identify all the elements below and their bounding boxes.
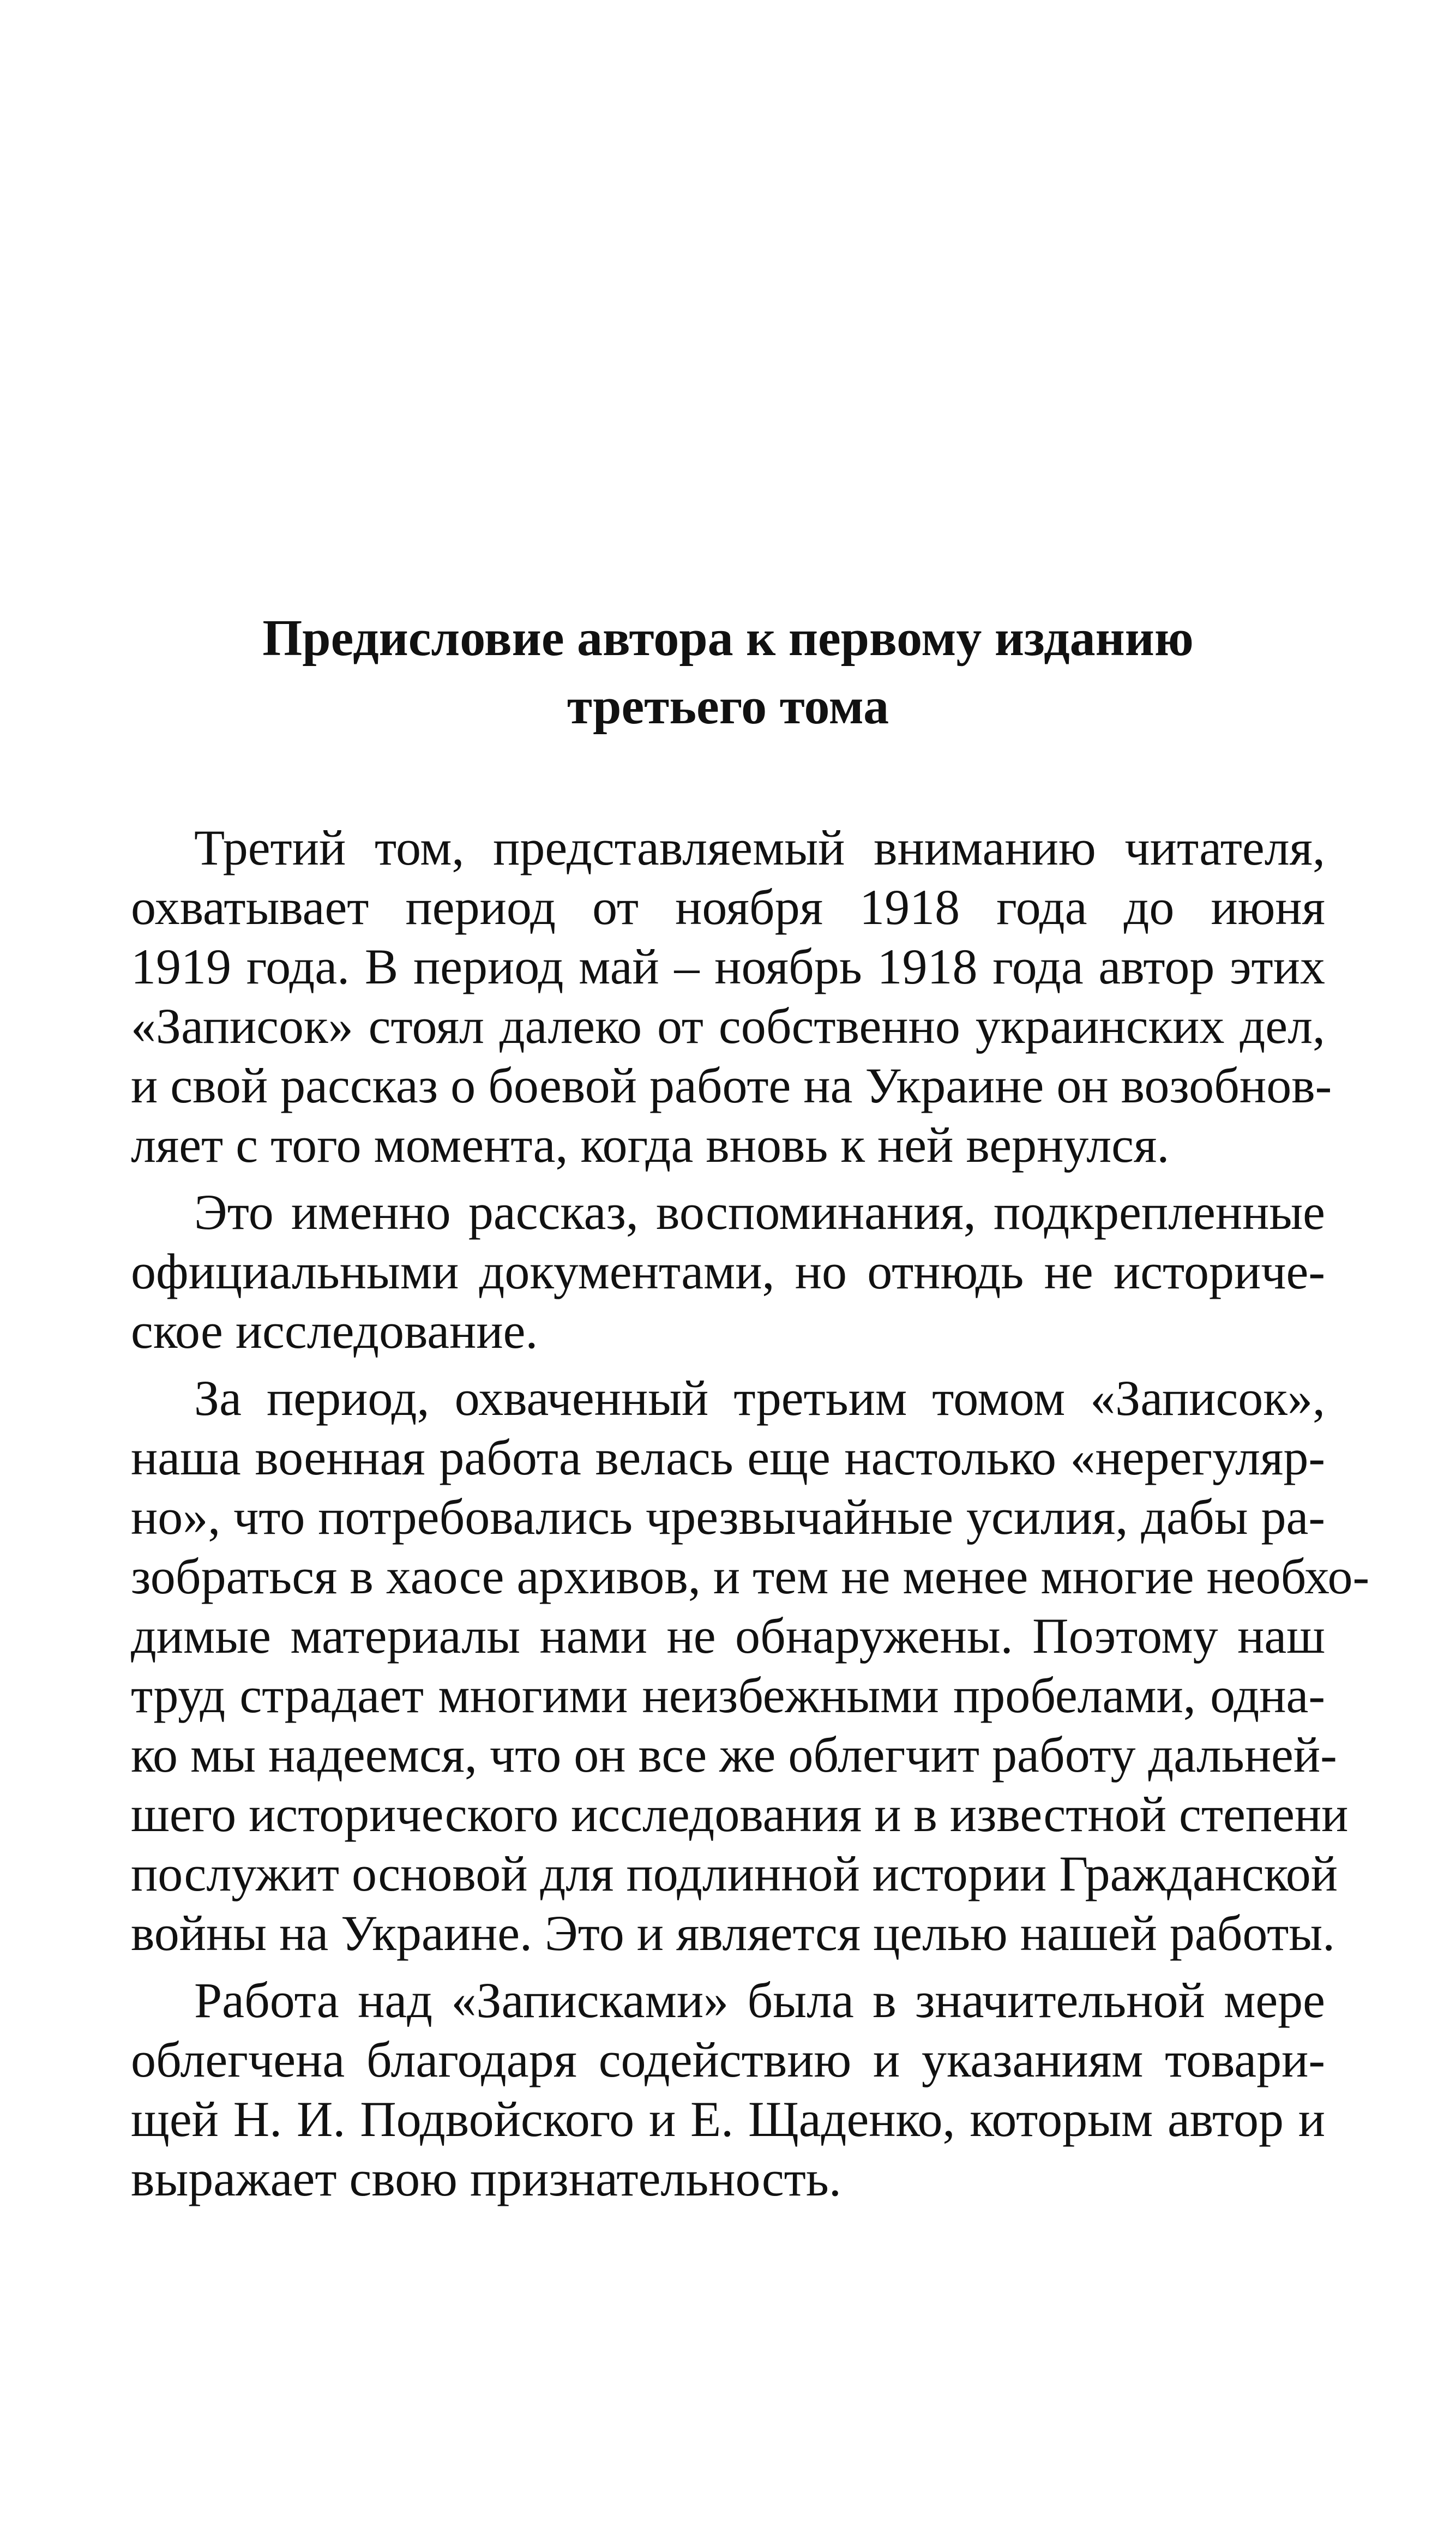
title-line-2: третьего тома <box>567 678 889 735</box>
text-line: наша военная работа велась еще настолько «нерегуляр- <box>131 1430 1325 1485</box>
text-line: зобраться в хаосе архивов, и тем не менее многие необхо- <box>131 1549 1370 1604</box>
title-line-1: Предисловие автора к первому изданию <box>262 610 1194 667</box>
text-line: «Записок» стоял далеко от собственно украинских дел, <box>131 998 1325 1054</box>
paragraph-2 <box>131 1183 1325 1361</box>
text-line: Третий том, представляемый вниманию читателя, <box>194 820 1325 875</box>
text-line: ко мы надеемся, что он все же облегчит работу дальней- <box>131 1727 1337 1783</box>
paragraph-1 <box>131 818 1332 1175</box>
text-line: охватывает период от ноября 1918 года до июня <box>131 879 1325 935</box>
text-line: труд страдает многими неизбежными пробелами, одна- <box>131 1667 1325 1723</box>
text-line: но», что потребовались чрезвычайные усилия, дабы ра- <box>131 1489 1325 1545</box>
text-line: ляет с того момента, когда вновь к ней вернулся. <box>131 1117 1170 1173</box>
page-title <box>131 604 1325 741</box>
text-line: шего исторического исследования и в известной степени <box>131 1786 1349 1842</box>
text-line: щей Н. И. Подвойского и Е. Щаденко, которым автор и <box>131 2091 1325 2147</box>
text-line: войны на Украине. Это и является целью нашей работы. <box>131 1905 1335 1961</box>
text-line: За период, охваченный третьим томом «Записок», <box>194 1370 1325 1426</box>
paragraph-4 <box>131 1971 1325 2209</box>
text-line: выражает свою признательность. <box>131 2151 841 2206</box>
text-line: облегчена благодаря содействию и указаниям товари- <box>131 2032 1325 2087</box>
text-line: послужит основой для подлинной истории Гражданской <box>131 1846 1338 1901</box>
text-line: ское исследование. <box>131 1303 538 1359</box>
text-line: димые материалы нами не обнаружены. Поэтому наш <box>131 1608 1325 1664</box>
text-line: 1919 года. В период май – ноябрь 1918 года автор этих <box>131 939 1325 994</box>
text-line: официальными документами, но отнюдь не историче- <box>131 1244 1325 1299</box>
text-line: Работа над «Записками» была в значительной мере <box>194 1972 1325 2028</box>
paragraph-3 <box>131 1369 1370 1963</box>
text-line: и свой рассказ о боевой работе на Украине он возобнов- <box>131 1058 1332 1113</box>
text-line: Это именно рассказ, воспоминания, подкрепленные <box>194 1184 1325 1240</box>
body-text <box>131 818 1370 2216</box>
